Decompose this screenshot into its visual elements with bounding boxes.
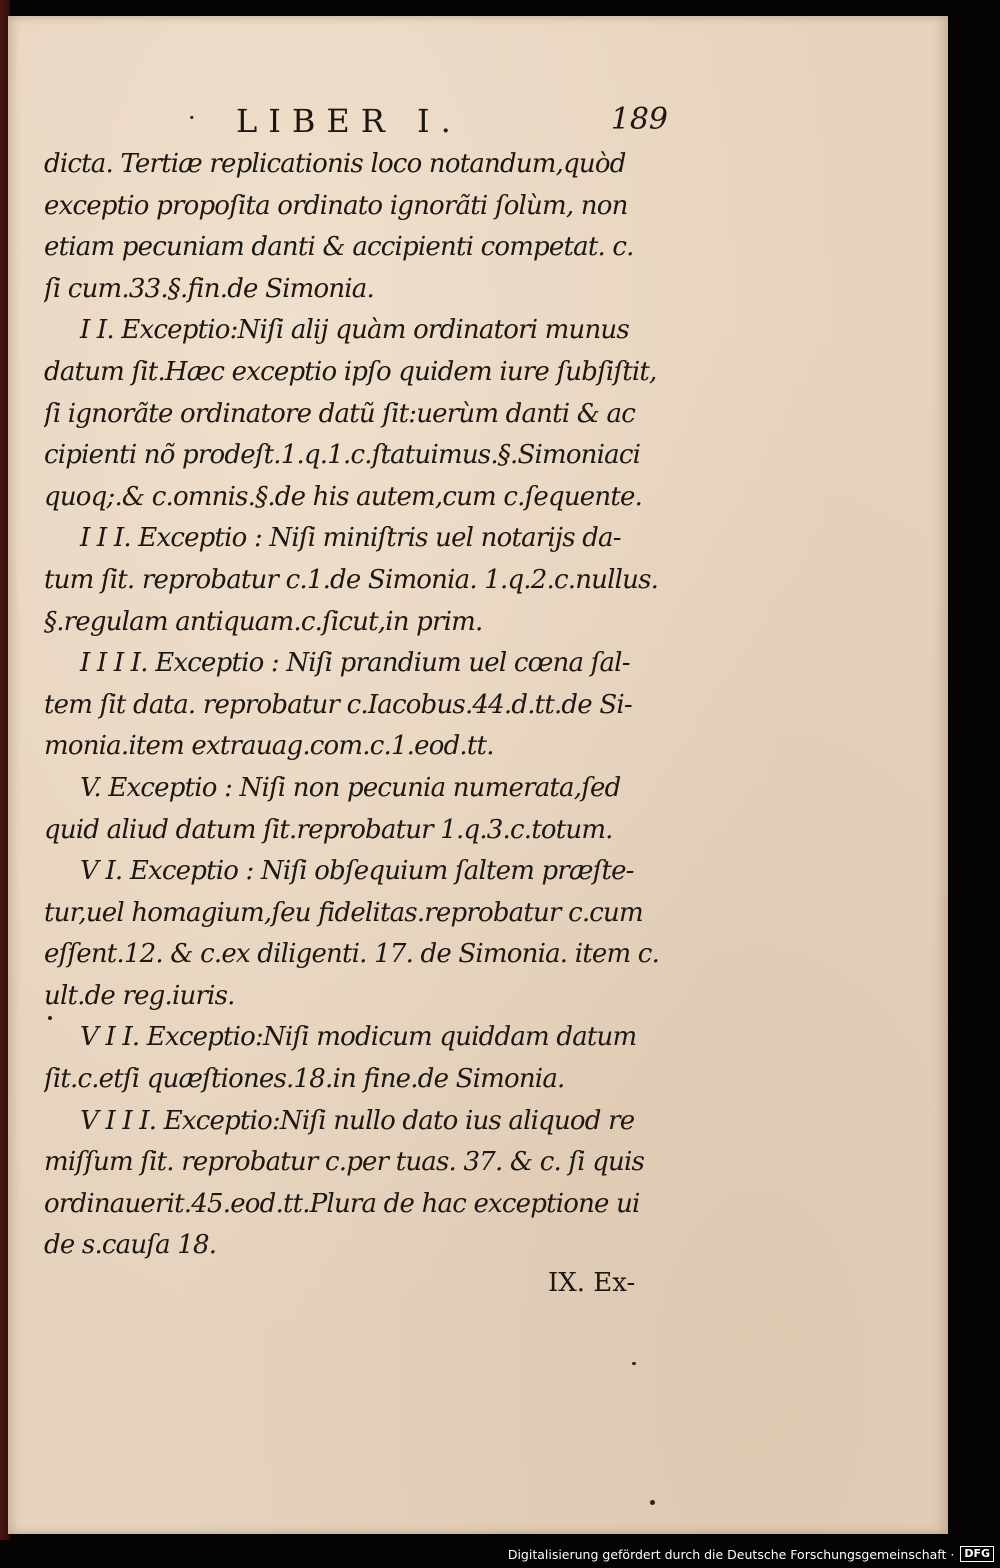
text-line: I I. Exceptio:Niſi alij quàm ordinatori munus — [80, 315, 629, 346]
running-head-dot: · — [188, 104, 196, 132]
book-page — [8, 16, 948, 1534]
text-line: tur,uel homagium,ſeu fidelitas.reprobatur c.cum — [44, 897, 643, 928]
ink-speck — [632, 1362, 636, 1365]
text-line: V I I. Exceptio:Niſi modicum quiddam datum — [80, 1022, 637, 1053]
running-head — [188, 102, 668, 148]
text-line: monia.item extrauag.com.c.1.eod.tt. — [44, 731, 494, 762]
text-block — [44, 144, 676, 1267]
text-line: ſit.c.etſi quæſtiones.18.in fine.de Simonia. — [44, 1064, 565, 1095]
running-head-title: LIBER I. — [236, 102, 462, 140]
catchword: IX. Ex- — [548, 1268, 636, 1298]
text-line: tem ſit data. reprobatur c.Iacobus.44.d.tt.de Si- — [44, 689, 632, 720]
dfg-logo: DFG — [960, 1546, 994, 1562]
text-line: §.regulam antiquam.c.ſicut,in prim. — [44, 606, 483, 637]
text-line: tum ſit. reprobatur c.1.de Simonia. 1.q.2.c.nullus. — [44, 564, 659, 595]
folio-number: 189 — [610, 102, 668, 137]
text-line: cipienti nõ prodeſt.1.q.1.c.ſtatuimus.§.Simoniaci — [44, 440, 641, 471]
text-line: V. Exceptio : Niſi non pecunia numerata,ſed — [80, 772, 621, 803]
text-line: dicta. Tertiæ replicationis loco notandum,quòd — [44, 149, 626, 179]
text-line: V I I I. Exceptio:Niſi nullo dato ius aliquod re — [80, 1105, 635, 1136]
text-line: I I I I. Exceptio : Niſi prandium uel cœna ſal- — [80, 648, 630, 679]
text-line: datum ſit.Hæc exceptio ipſo quidem iure ſubſiſtit, — [44, 356, 657, 387]
text-line: V I. Exceptio : Niſi obſequium ſaltem præſte- — [80, 856, 634, 887]
text-line: quid aliud datum ſit.reprobatur 1.q.3.c.totum. — [44, 814, 613, 845]
text-line: exceptio propoſita ordinato ignorãti ſolùm, non — [44, 190, 628, 221]
text-line: ſi cum.33.§.fin.de Simonia. — [44, 273, 374, 304]
ink-speck — [48, 1016, 52, 1020]
text-line: miſſum ſit. reprobatur c.per tuas. 37. & c. ſi quis — [44, 1147, 645, 1178]
footer-credit — [508, 1544, 994, 1564]
text-line: eſſent.12. & c.ex diligenti. 17. de Simonia. item c. — [44, 939, 660, 970]
text-line: ordinauerit.45.eod.tt.Plura de hac exceptione ui — [44, 1188, 640, 1219]
text-line: quoq;.& c.omnis.§.de his autem,cum c.ſequente. — [44, 481, 643, 512]
ink-speck — [650, 1500, 655, 1505]
text-line: de s.cauſa 18. — [44, 1230, 217, 1261]
text-line: I I I. Exceptio : Niſi miniſtris uel notarijs da- — [80, 523, 621, 554]
text-line: etiam pecuniam danti & accipienti competat. c. — [44, 232, 634, 263]
footer-credit-text: Digitalisierung gefördert durch die Deutsche Forschungsgemeinschaft · — [507, 1546, 955, 1562]
text-line: ult.de reg.iuris. — [44, 980, 235, 1011]
text-line: ſi ignorãte ordinatore datũ ſit:uerùm danti & ac — [44, 398, 636, 429]
